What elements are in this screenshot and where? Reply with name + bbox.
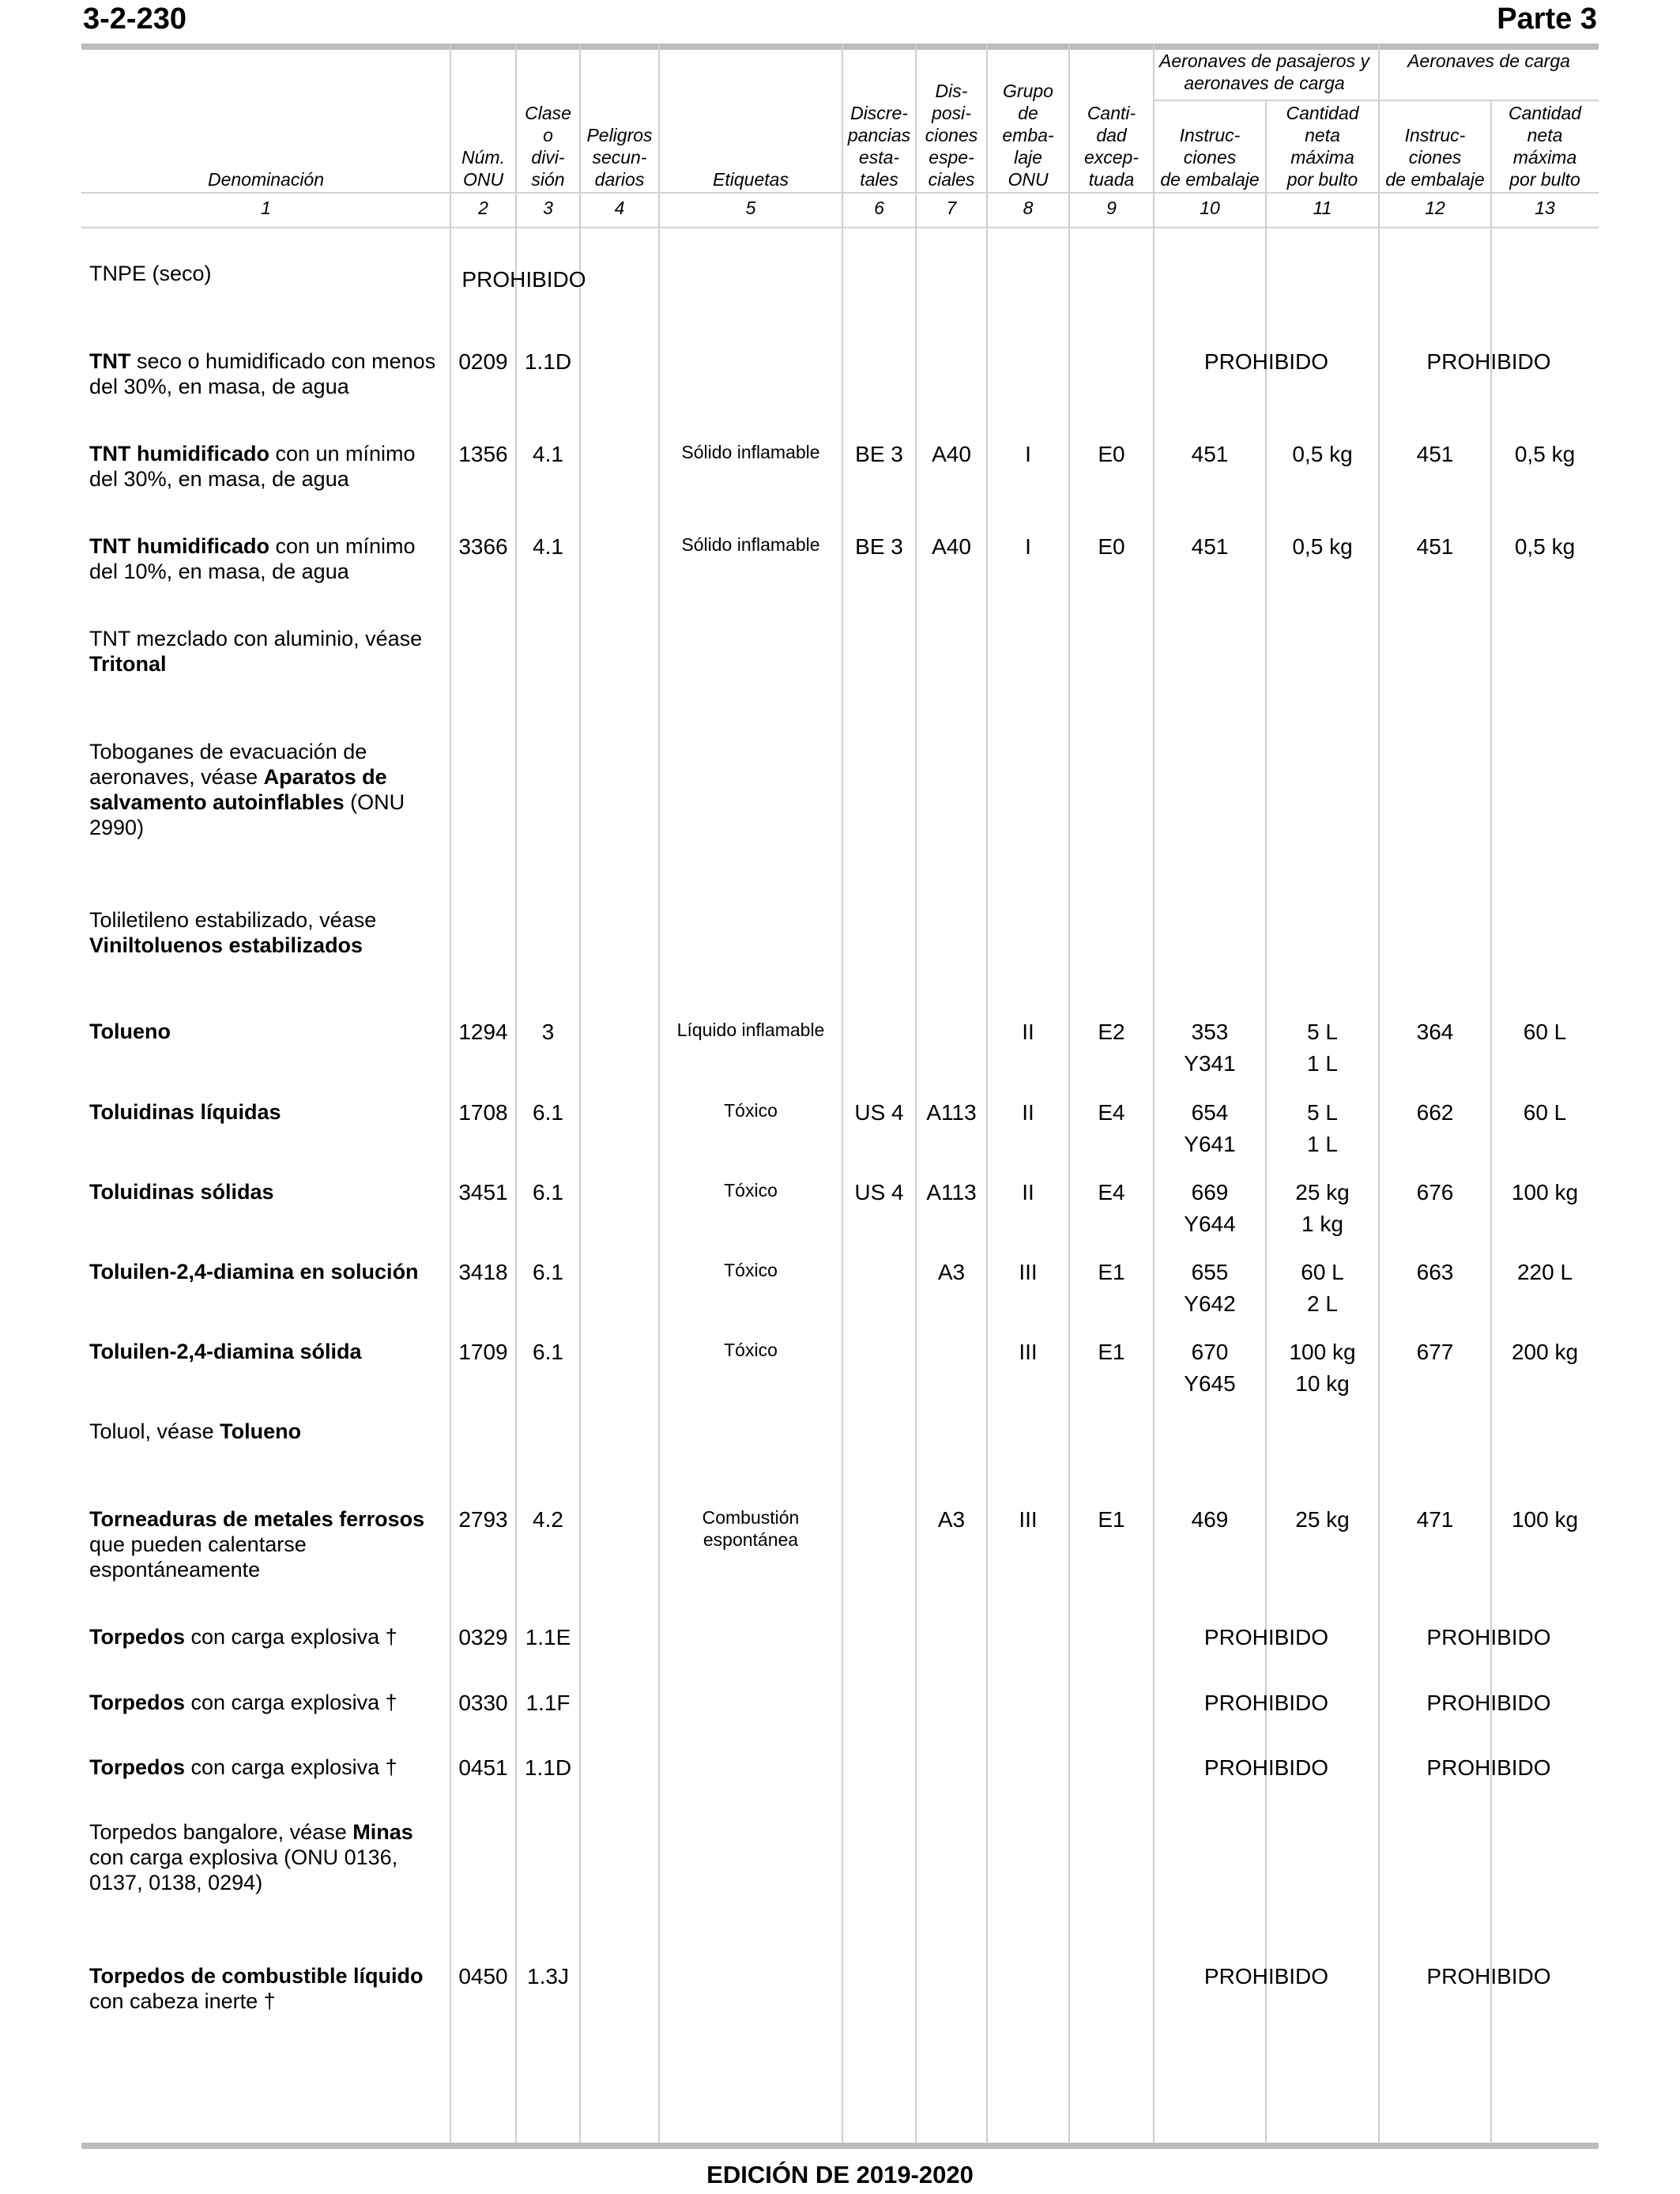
un-number: 1356 [458,442,508,466]
pax-max-net-quantity: 0,5 kg [1292,534,1353,559]
pax-prohibited: PROHIBIDO [1203,349,1329,374]
pax-packing-instruction: 451 [1191,534,1229,559]
un-number: 0450 [458,1964,508,1989]
packing-group: II [1022,1180,1034,1204]
special-provision: A40 [932,442,971,466]
packing-group: III [1019,1260,1038,1284]
class-division: 3 [541,1020,555,1044]
cargo-packing-instruction: 663 [1416,1260,1454,1284]
cargo-max-net-quantity: 60 L [1523,1020,1567,1044]
pax-max-net-quantity: 25 kg [1295,1180,1350,1204]
column-number-7: 7 [946,198,957,218]
label: Sólido inflamable [681,534,820,555]
cargo-max-net-quantity: 100 kg [1511,1180,1579,1204]
pax-prohibited: PROHIBIDO [1203,1691,1329,1715]
column-header-12: Instruc- ciones de embalaje [1385,125,1485,190]
column-header-2: Núm. ONU [461,147,505,190]
un-number: 3366 [458,534,508,559]
un-number: 1708 [458,1100,508,1125]
pax-packing-instruction: 669 [1191,1180,1229,1204]
row-denomination: Toluilen-2,4-diamina sólida [89,1340,362,1363]
column-number-6: 6 [874,198,884,218]
header-divider [81,192,1599,194]
row-denomination: TNT humidificado con un mínimo del 30%, en masa, de agua [89,442,416,491]
grid-vertical-line [842,43,843,2143]
un-number: 3418 [458,1260,508,1284]
pax-prohibited: PROHIBIDO [1203,1755,1329,1780]
cargo-max-net-quantity: 60 L [1523,1100,1567,1125]
pax-packing-instruction: 353 [1191,1020,1229,1044]
column-header-6: Discre- pancias esta- tales [847,103,911,190]
pax-max-net-quantity: 100 kg [1289,1340,1356,1364]
row-denomination: TNT humidificado con un mínimo del 10%, en masa, de agua [89,534,416,583]
row-denomination: Torpedos bangalore, véase Minas con carga explosiva (ONU 0136, 0137, 0138, 0294) [89,1820,413,1894]
row-denomination: Torpedos con carga explosiva † [89,1691,397,1714]
pax-prohibited: PROHIBIDO [1203,1964,1329,1989]
pax-max-net-quantity-limited: 1 L [1307,1051,1338,1076]
special-provision: A40 [932,534,971,559]
column-number-4: 4 [614,198,625,218]
excepted-quantity: E4 [1098,1180,1125,1204]
pax-packing-instruction: 655 [1191,1260,1229,1284]
group-header-divider [1154,100,1599,101]
row-denomination: Torneaduras de metales ferrosos que pueden calentarse espontáneamente [89,1507,425,1581]
column-header-7: Dis- posi- ciones espe- ciales [925,81,978,190]
state-variation: US 4 [854,1180,904,1204]
pax-max-net-quantity: 5 L [1307,1020,1338,1044]
pax-packing-instruction: 670 [1191,1340,1229,1364]
un-number: 0329 [458,1625,508,1649]
class-division: 6.1 [533,1180,563,1204]
column-header-3: Clase o divi- sión [525,103,571,190]
column-number-12: 12 [1425,198,1445,218]
label: Sólido inflamable [681,442,820,462]
column-header-5: Etiquetas [713,169,789,190]
column-number-9: 9 [1106,198,1117,218]
column-number-5: 5 [745,198,756,218]
pax-packing-instruction: 469 [1191,1507,1229,1532]
cargo-prohibited: PROHIBIDO [1426,1691,1551,1715]
edition-footer: EDICIÓN DE 2019-2020 [706,2161,974,2188]
un-number: 0209 [458,349,508,374]
row-denomination: Torpedos de combustible líquido con cabeza inerte † [89,1964,424,2013]
pax-max-net-quantity-limited: 1 L [1307,1132,1338,1156]
class-division: 6.1 [533,1340,563,1364]
pax-max-net-quantity-limited: 1 kg [1301,1212,1343,1236]
cargo-prohibited: PROHIBIDO [1426,1625,1551,1649]
cargo-packing-instruction: 662 [1416,1100,1454,1125]
row-denomination: TNPE (seco) [89,262,212,285]
class-division: 4.1 [533,442,563,466]
row-denomination: Toluol, véase Tolueno [89,1419,302,1443]
column-header-1: Denominación [207,169,325,190]
cargo-prohibited: PROHIBIDO [1426,349,1551,374]
cargo-packing-instruction: 364 [1416,1020,1454,1044]
class-division: 1.1E [525,1625,571,1649]
label: Tóxico [724,1180,778,1201]
class-division: 1.1D [524,349,572,374]
row-denomination: Torpedos con carga explosiva † [89,1755,397,1779]
cargo-packing-instruction: 677 [1416,1340,1454,1364]
special-provision: A3 [937,1507,966,1532]
prohibited-text: PROHIBIDO [461,267,586,292]
class-division: 4.2 [533,1507,563,1532]
cargo-packing-instruction: 676 [1416,1180,1454,1204]
pax-max-net-quantity-limited: 10 kg [1295,1371,1350,1396]
packing-group: I [1025,442,1031,466]
state-variation: BE 3 [855,442,903,466]
cargo-max-net-quantity: 100 kg [1511,1507,1579,1532]
header-bottom-divider [81,227,1599,228]
label: Líquido inflamable [676,1020,825,1040]
row-denomination: Toboganes de evacuación de aeronaves, véase Aparatos de salvamento autoinflables (ONU 2990) [89,740,405,839]
cargo-max-net-quantity: 0,5 kg [1514,442,1576,466]
class-division: 1.1F [525,1691,571,1715]
pax-max-net-quantity: 5 L [1307,1100,1338,1125]
un-number: 2793 [458,1507,508,1532]
packing-group: I [1025,534,1031,559]
column-header-10: Instruc- ciones de embalaje [1160,125,1260,190]
class-division: 4.1 [533,534,563,559]
packing-group: II [1022,1020,1034,1044]
column-number-11: 11 [1313,198,1332,218]
un-number: 0451 [458,1755,508,1780]
pax-max-net-quantity: 0,5 kg [1292,442,1353,466]
grid-vertical-line [986,43,988,2143]
top-rule [81,43,1599,50]
row-denomination: TNT seco o humidificado con menos del 30%, en masa, de agua [89,349,436,398]
column-header-13: Cantidad neta máxima por bulto [1508,103,1582,190]
column-header-8: Grupo de emba- laje ONU [1002,81,1054,190]
label: Combustión espontánea [702,1507,800,1550]
row-denomination: TNT mezclado con aluminio, véase Tritonal [89,627,423,676]
special-provision: A3 [937,1260,966,1284]
column-number-8: 8 [1023,198,1034,218]
grid-vertical-line [1068,43,1070,2143]
cargo-prohibited: PROHIBIDO [1426,1964,1551,1989]
column-number-13: 13 [1535,198,1555,218]
class-division: 1.3J [527,1964,569,1989]
excepted-quantity: E1 [1098,1260,1125,1284]
column-number-3: 3 [543,198,553,218]
un-number: 3451 [458,1180,508,1204]
cargo-packing-instruction: 471 [1416,1507,1454,1532]
packing-group: II [1022,1100,1034,1125]
cargo-max-net-quantity: 200 kg [1511,1340,1579,1364]
column-header-11: Cantidad neta máxima por bulto [1286,103,1359,190]
state-variation: US 4 [854,1100,904,1125]
grid-vertical-line [658,43,660,2143]
row-denomination: Toluidinas líquidas [89,1100,281,1124]
grid-vertical-line [915,43,917,2143]
pax-max-net-quantity-limited: 2 L [1307,1291,1338,1316]
label: Tóxico [724,1340,778,1360]
page-number: 3-2-230 [83,2,186,36]
pax-packing-instruction: 451 [1191,442,1229,466]
un-number: 0330 [458,1691,508,1715]
special-provision: A113 [926,1180,977,1204]
packing-group: III [1019,1507,1038,1532]
group-header-cargo: Aeronaves de carga [1407,51,1570,71]
pax-packing-instruction-limited: Y642 [1184,1291,1236,1316]
cargo-packing-instruction: 451 [1416,442,1454,466]
cargo-max-net-quantity: 0,5 kg [1514,534,1576,559]
cargo-max-net-quantity: 220 L [1516,1260,1573,1284]
row-denomination: Torpedos con carga explosiva † [89,1625,397,1649]
pax-packing-instruction-limited: Y645 [1184,1371,1236,1396]
class-division: 1.1D [524,1755,572,1780]
state-variation: BE 3 [855,534,903,559]
excepted-quantity: E1 [1098,1507,1125,1532]
excepted-quantity: E4 [1098,1100,1125,1125]
excepted-quantity: E2 [1098,1020,1125,1044]
pax-prohibited: PROHIBIDO [1203,1625,1329,1649]
row-denomination: Tolueno [89,1020,171,1043]
pax-packing-instruction-limited: Y644 [1184,1212,1236,1236]
un-number: 1294 [458,1020,508,1044]
bottom-rule [81,2143,1599,2149]
cargo-prohibited: PROHIBIDO [1426,1755,1551,1780]
class-division: 6.1 [533,1260,563,1284]
excepted-quantity: E0 [1098,534,1125,559]
pax-packing-instruction: 654 [1191,1100,1229,1125]
label: Tóxico [724,1260,778,1280]
column-number-10: 10 [1200,198,1220,218]
excepted-quantity: E1 [1098,1340,1125,1364]
pax-max-net-quantity: 60 L [1301,1260,1344,1284]
class-division: 6.1 [533,1100,563,1125]
row-denomination: Toluilen-2,4-diamina en solución [89,1260,419,1284]
row-denomination: Toluidinas sólidas [89,1180,274,1204]
column-number-1: 1 [261,198,271,218]
un-number: 1709 [458,1340,508,1364]
column-header-9: Canti- dad excep- tuada [1083,103,1139,190]
packing-group: III [1019,1340,1038,1364]
pax-packing-instruction-limited: Y341 [1184,1051,1236,1076]
special-provision: A113 [926,1100,977,1125]
label: Tóxico [724,1100,778,1121]
cargo-packing-instruction: 451 [1416,534,1454,559]
part-label: Parte 3 [1497,2,1597,36]
pax-packing-instruction-limited: Y641 [1184,1132,1236,1156]
row-denomination: Toliletileno estabilizado, véase Viniltoluenos estabilizados [89,908,377,957]
pax-max-net-quantity: 25 kg [1295,1507,1350,1532]
column-number-2: 2 [478,198,488,218]
column-header-4: Peligros secun- darios [586,125,653,190]
group-header-passenger: Aeronaves de pasajeros y aeronaves de carga [1159,51,1369,93]
excepted-quantity: E0 [1098,442,1125,466]
